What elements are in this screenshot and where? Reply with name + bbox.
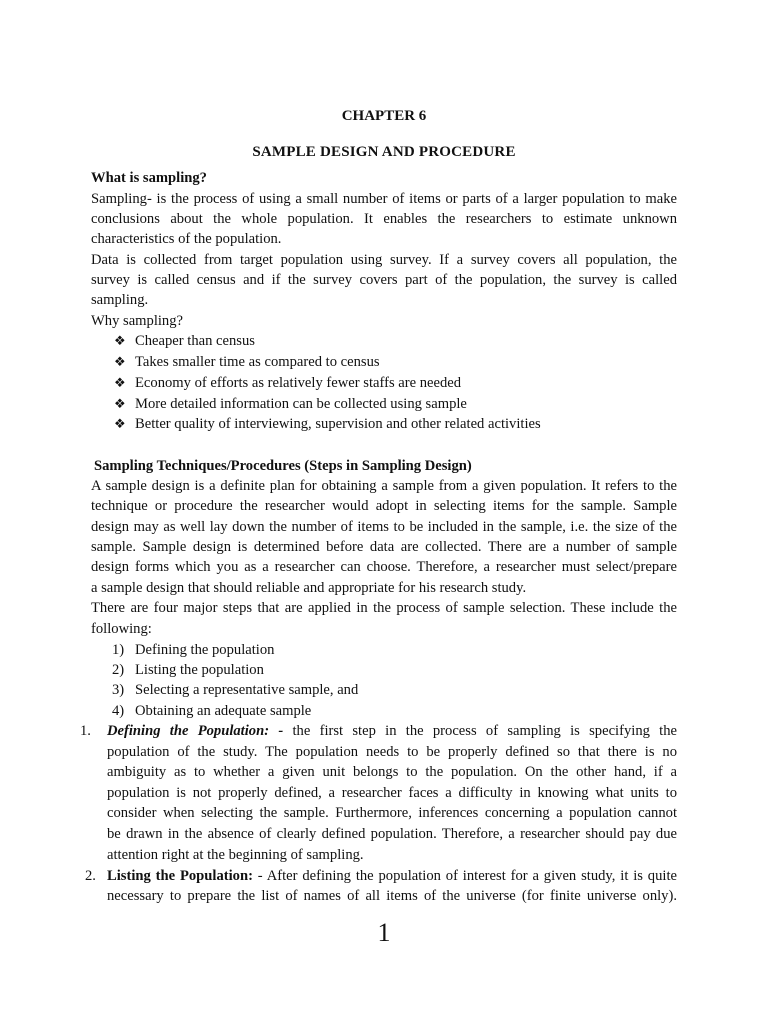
page-number: 1 — [377, 918, 391, 947]
step-number: 2) — [112, 662, 125, 678]
step-number: 1) — [112, 642, 125, 658]
diamond-bullet-icon: ❖ — [114, 416, 126, 431]
paragraph-line: design may as well lay down the number of items to be included in the sample, i.e. the size of the — [91, 519, 677, 535]
paragraph-line: the first step in the process of sampling is specifying the — [292, 723, 678, 739]
section-number: 1. — [80, 723, 91, 739]
listing-population-heading: Listing the Population: — [107, 868, 253, 884]
chapter-title: SAMPLE DESIGN AND PROCEDURE — [252, 144, 516, 160]
bullet-item: Takes smaller time as compared to census — [135, 354, 380, 370]
step-number: 3) — [112, 682, 125, 698]
paragraph-line: survey is called census and if the survey covers part of the population, the survey is called — [91, 272, 677, 288]
paragraph-line: conclusions about the whole population. It enables the researchers to estimate unknown — [91, 211, 677, 227]
question-what-is-sampling: What is sampling? — [91, 170, 207, 186]
question-why-sampling: Why sampling? — [91, 313, 184, 329]
paragraph-line: technique or procedure the researcher would adopt in selecting items for the sample. Sample — [91, 498, 677, 514]
paragraph-line: There are four major steps that are applied in the process of sample selection. These include the — [91, 600, 677, 616]
numbered-section-first-line — [107, 866, 677, 886]
paragraph-line: characteristics of the population. — [91, 231, 282, 247]
diamond-bullet-icon: ❖ — [114, 396, 126, 411]
diamond-bullet-icon: ❖ — [114, 333, 126, 348]
step-item: Selecting a representative sample, and — [135, 682, 359, 698]
paragraph-line: A sample design is a definite plan for obtaining a sample from a given population. It refers to the — [91, 478, 677, 494]
paragraph-line: a sample design that should reliable and appropriate for his research study. — [91, 580, 527, 596]
paragraph-line: attention right at the beginning of sampling. — [107, 847, 364, 863]
section-heading: Sampling Techniques/Procedures (Steps in Sampling Design) — [94, 458, 472, 474]
paragraph-line: population is not properly defined, a researcher faces a difficulty in knowing what units to — [107, 785, 677, 801]
bullet-item: More detailed information can be collected using sample — [135, 396, 467, 412]
step-number: 4) — [112, 703, 125, 719]
paragraph-line: population of the study. The population needs to be properly defined so that there is no — [107, 744, 677, 760]
bullet-item: Economy of efforts as relatively fewer staffs are needed — [135, 375, 462, 391]
paragraph-line: Sampling- is the process of using a small number of items or parts of a larger population to make — [91, 191, 677, 207]
numbered-section-first-line — [107, 721, 677, 741]
paragraph-line: be drawn in the absence of clearly defined population. Therefore, a researcher should pay due — [107, 826, 677, 842]
bullet-item: Better quality of interviewing, supervision and other related activities — [135, 416, 541, 432]
chapter-heading: CHAPTER 6 — [341, 108, 427, 124]
section-number: 2. — [85, 868, 96, 884]
diamond-bullet-icon: ❖ — [114, 354, 126, 369]
step-item: Obtaining an adequate sample — [135, 703, 312, 719]
paragraph-line: sample. Sample design is determined before data are collected. There are a number of sample — [91, 539, 677, 555]
paragraph-line: - After defining the population of interest for a given study, it is quite — [257, 868, 677, 884]
bullet-item: Cheaper than census — [135, 333, 255, 349]
paragraph-line: ambiguity as to whether a given unit belongs to the population. On the other hand, if a — [107, 764, 677, 780]
diamond-bullet-icon: ❖ — [114, 375, 126, 390]
step-item: Listing the population — [135, 662, 264, 678]
step-item: Defining the population — [135, 642, 275, 658]
paragraph-line: necessary to prepare the list of names of all items of the universe (for finite universe only). — [107, 888, 677, 904]
paragraph-line: consider when selecting the sample. Furthermore, inferences concerning a population cannot — [107, 805, 677, 821]
defining-population-heading: Defining the Population: - — [107, 723, 284, 739]
paragraph-line: following: — [91, 621, 152, 637]
paragraph-line: design forms which you as a researcher can choose. Therefore, a researcher must select/prepare — [91, 559, 677, 575]
paragraph-line: sampling. — [91, 292, 149, 308]
paragraph-line: Data is collected from target population using survey. If a survey covers all population, the — [91, 252, 677, 268]
